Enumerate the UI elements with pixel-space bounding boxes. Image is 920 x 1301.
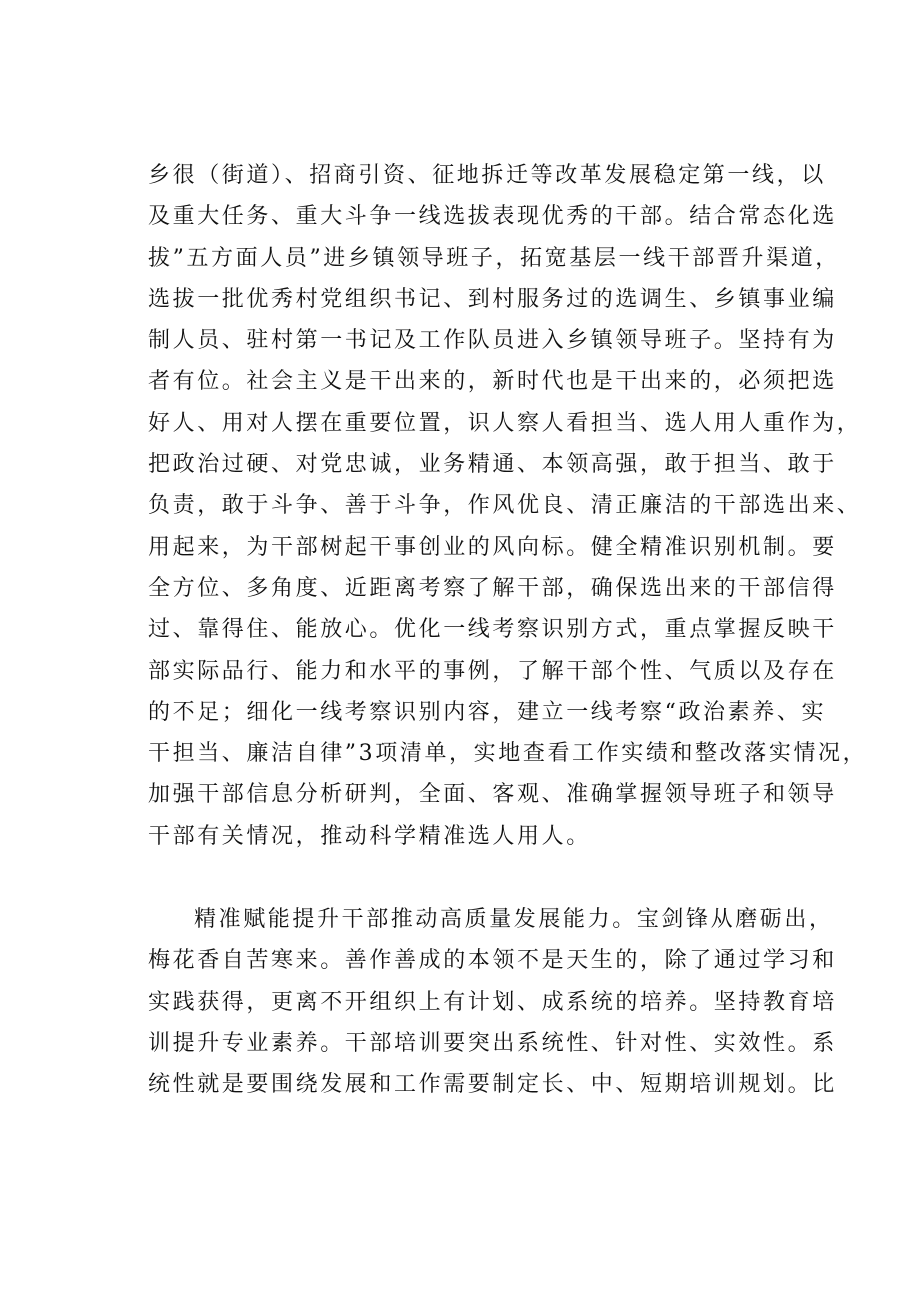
text-line: 训提升专业素养。干部培训要突出系统性、针对性、实效性。系 bbox=[148, 1030, 837, 1056]
text-line: 选拔一批优秀村党组织书记、到村服务过的选调生、乡镇事业编 bbox=[148, 286, 837, 312]
text-line: 好人、用对人摆在重要位置，识人察人看担当、选人用人重作为， bbox=[148, 410, 862, 436]
text-line: 制人员、驻村第一书记及工作队员进入乡镇领导班子。坚持有为 bbox=[148, 328, 837, 354]
text-line: 负责，敢于斗争、善于斗争，作风优良、清正廉洁的干部选出来、 bbox=[148, 493, 862, 519]
text-line: 梅花香自苦寒来。善作善成的本领不是天生的，除了通过学习和 bbox=[148, 948, 837, 974]
text-line: 实践获得，更离不开组织上有计划、成系统的培养。坚持教育培 bbox=[148, 989, 837, 1015]
text-line: 统性就是要围绕发展和工作需要制定长、中、短期培训规划。比 bbox=[148, 1072, 837, 1098]
text-line: 部实际品行、能力和水平的事例，了解干部个性、气质以及存在 bbox=[148, 658, 837, 684]
text-line: 加强干部信息分析研判，全面、客观、准确掌握领导班子和领导 bbox=[148, 782, 837, 808]
paragraph bbox=[148, 155, 868, 857]
text-line: 乡很（街道）、招商引资、征地拆迁等改革发展稳定第一线，以 bbox=[148, 163, 826, 188]
text-line: 干担当、廉洁自律”3项清单，实地查看工作实绩和整改落实情况， bbox=[148, 741, 868, 767]
text-line: 的不足；细化一线考察识别内容，建立一线考察“政治素养、实 bbox=[148, 699, 827, 725]
text-line: 及重大任务、重大斗争一线选拔表现优秀的干部。结合常态化选 bbox=[148, 204, 837, 230]
paragraph bbox=[148, 899, 837, 1105]
text-line: 者有位。社会主义是干出来的，新时代也是干出来的，必须把选 bbox=[148, 369, 837, 395]
text-line: 过、靠得住、能放心。优化一线考察识别方式，重点掌握反映干 bbox=[148, 617, 837, 643]
text-line: 精准赋能提升干部推动高质量发展能力。宝剑锋从磨砺出， bbox=[194, 907, 834, 932]
text-line: 干部有关情况，推动科学精准选人用人。 bbox=[148, 823, 591, 849]
text-line: 全方位、多角度、近距离考察了解干部，确保选出来的干部信得 bbox=[148, 575, 837, 601]
text-line: 把政治过硬、对党忠诚，业务精通、本领高强，敢于担当、敢于 bbox=[148, 452, 837, 478]
text-line: 用起来，为干部树起干事创业的风向标。健全精准识别机制。要 bbox=[148, 534, 837, 560]
text-line: 拔”五方面人员”进乡镇领导班子，拓宽基层一线干部晋升渠道， bbox=[148, 245, 840, 271]
